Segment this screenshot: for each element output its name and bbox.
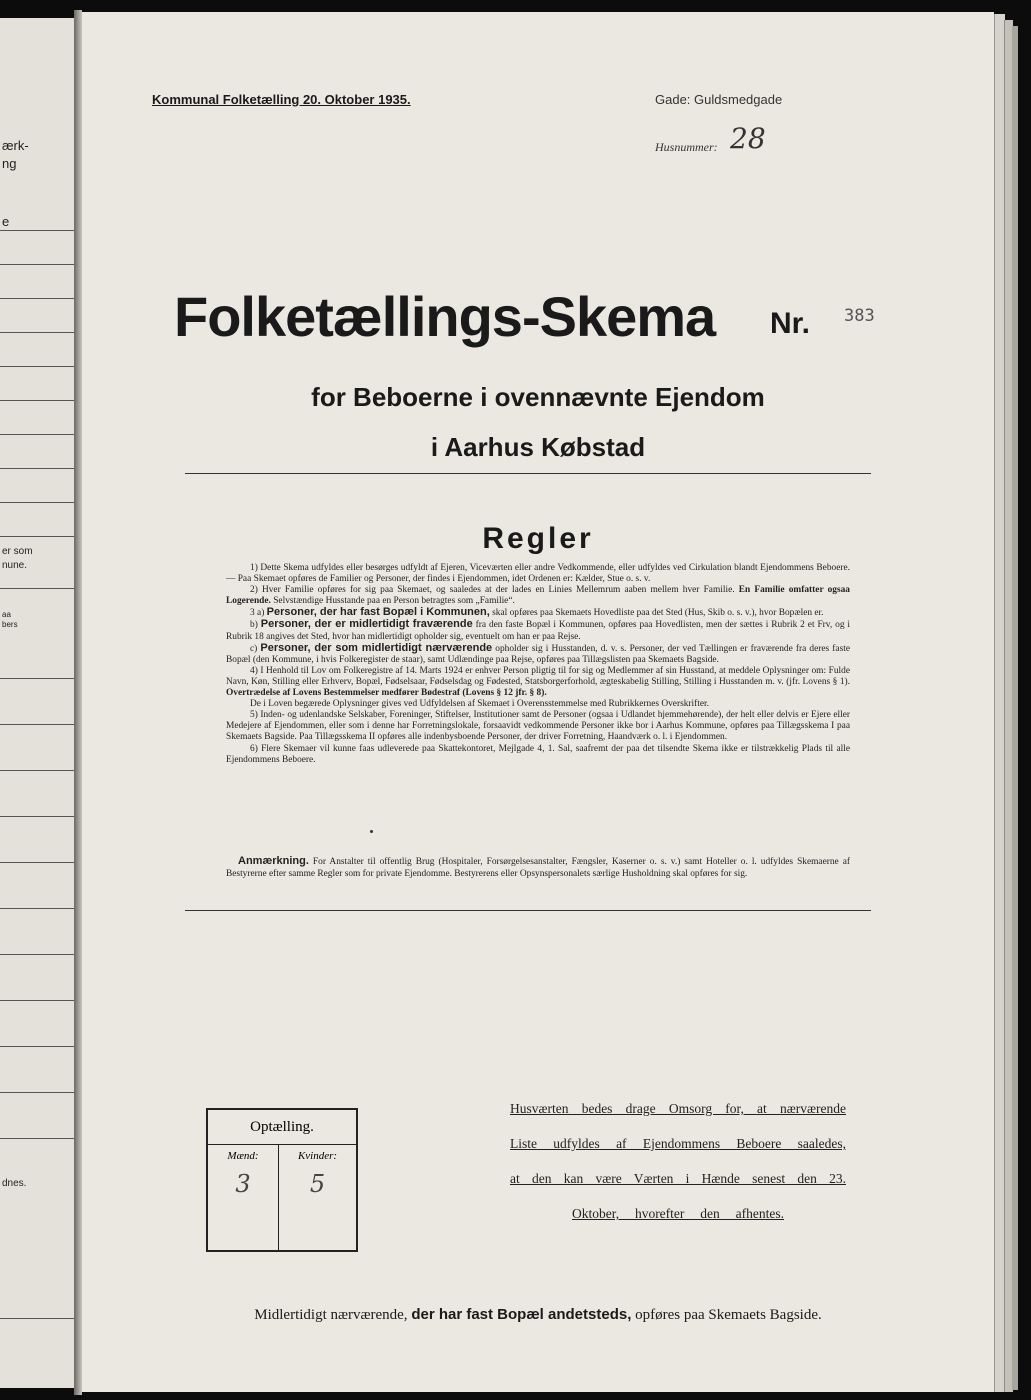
rule-2-bold: En Familie omfatter ogsaa Logerende.: [226, 585, 850, 607]
rule-4-cont: [226, 699, 850, 710]
left-page-rule: [0, 588, 74, 589]
rule-4-cont-text: De i Loven begærede Oplysninger gives ved Udfyldelsen af Skemaet i Overensstemmelse med Rubrikkernes Overskrifter.: [250, 699, 709, 710]
left-page-rule: [0, 954, 74, 955]
form-number-value: 383: [844, 306, 875, 326]
left-page-rule: [0, 1092, 74, 1093]
left-page-text: aa: [2, 610, 11, 619]
count-box-title: Optælling.: [208, 1110, 356, 1145]
left-page-text: ærk-: [2, 138, 29, 153]
rule-3b-number: b): [250, 620, 258, 631]
rule-3c-text: opholder sig i Husstanden, d. v. s. Personer, der ved Tællingen er fraværende fra deres faste Bopæl (den Kommune, i hvis Folkeregister de staar), samt Udlændinge paa Rejse, opføres paa Tillægslisten paa Skemaets Bagside.: [226, 643, 851, 665]
rule-3b-text: fra den faste Bopæl i Kommunen, opføres paa Hovedlisten, men der sættes i Rubrik 2 et Frv, og i Rubrik 18 angives det Sted, hvor han midlertidigt opholder sig, eventuelt om han er paa Rejse.: [226, 620, 851, 642]
rule-4-bold: Overtrædelse af Lovens Bestemmelser medfører Bødestraf (Lovens § 12 jfr. § 8).: [226, 688, 547, 699]
divider-line: [185, 910, 871, 911]
divider-line: [185, 473, 871, 474]
footer-part-2: der har fast Bopæl andetsteds,: [411, 1306, 632, 1323]
left-page-rule: [0, 908, 74, 909]
census-title: Kommunal Folketælling 20. Oktober 1935.: [152, 92, 411, 107]
left-page-text: er som: [2, 546, 33, 557]
form-number-label: Nr.: [770, 307, 811, 340]
rule-3a-heading: Personer, der har fast Bopæl i Kommunen,: [266, 606, 490, 619]
left-page-fragment: [0, 18, 76, 1388]
note-label: Anmærkning.: [238, 855, 309, 867]
left-page-text: e: [2, 214, 10, 229]
book-gutter: [74, 10, 82, 1395]
left-page-rule: [0, 1138, 74, 1139]
rule-3c-number: c): [250, 643, 258, 654]
left-page-rule: [0, 1318, 74, 1319]
rule-3c-heading: Personer, der som midlertidigt nærværende: [260, 641, 493, 654]
rule-6: [226, 744, 850, 766]
left-page-rule: [0, 678, 74, 679]
ink-dot: [370, 830, 373, 833]
rule-5: [226, 710, 850, 743]
rule-3b-heading: Personer, der er midlertidigt fraværende: [260, 618, 473, 631]
form-subtitle: for Beboerne i ovennævnte Ejendom: [311, 382, 765, 412]
rule-5-text: 5) Inden- og udenlandske Selskaber, Foreninger, Stiftelser, Institutioner samt de Personer (ogsaa i Udlandet hjemmehørende), der helt eller delvis er Ejere eller Medejere af Ejendommen, eller som i denne har Forretningslokale, forsaavidt vedkommende Personer ikke bor i Aarhus Kommune, opføres paa Tillægsskema I paa Skemaets Bagside. Paa Tillægsskema II opføres alle indenbysboende Personer, der driver Forretning, Haandværk o. l. i Ejendommen.: [226, 710, 850, 743]
house-number-label: Husnummer:: [655, 140, 718, 154]
footer-part-3: opføres paa Skemaets Bagside.: [635, 1307, 822, 1323]
landlord-notice-line: Husværten bedes drage Omsorg for, at nærværende: [510, 1101, 846, 1116]
women-count: 5: [309, 1170, 326, 1198]
left-page-rule: [0, 332, 74, 333]
rule-1: [226, 563, 850, 585]
left-page-rule: [0, 1046, 74, 1047]
page-edge: [1012, 26, 1018, 1390]
rule-1-text: 1) Dette Skema udfyldes eller besørges udfyldt af Ejeren, Viceværten eller andre Vedkommende, eller udfyldes ved Cirkulation blandt Ejendommens Beboere. — Paa Skemaet opføres de Familier og Personer, der findes i Ejendommen, idet Ordenen er: Kælder, Stue o. s. v.: [226, 563, 850, 585]
left-page-text: dnes.: [2, 1178, 27, 1189]
left-page-rule: [0, 434, 74, 435]
left-page-rule: [0, 502, 74, 503]
rule-3a-number: 3 a): [250, 608, 265, 619]
rule-6-text: 6) Flere Skemaer vil kunne faas udleverede paa Skattekontoret, Mejlgade 4, 1. Sal, saafremt der paa det tilsendte Skema ikke er tilstrækkelig Plads til alle Ejendommens Beboere.: [226, 743, 850, 765]
rule-3b: [226, 619, 850, 642]
rule-2-text: 2) Hver Familie opføres for sig paa Skemaet, og saaledes at der lades en Linies Mellemrum aaben mellem hver Familie.: [250, 585, 735, 596]
rule-2-text-end: Selvstændige Husstande paa en Person betragtes som „Familie“.: [273, 596, 515, 607]
left-page-text: ng: [2, 156, 17, 171]
rule-4: [226, 666, 850, 699]
rule-4-text: 4) I Henhold til Lov om Folkeregistre af 14. Marts 1924 er enhver Person pligtig til for sig og Medlemmer af sin Husstand, at meddele Oplysninger om: Fulde Navn, Køn, Stilling eller Erhverv, Bopæl, Fødselsaar, Fødselsdag og Fødested, Statsborgerforhold, ægteskabelig Stilling, Stilling i Husstanden m. v. (jfr. Lovens § 1).: [226, 665, 850, 687]
footer-part-1: Midlertidigt nærværende,: [254, 1307, 408, 1323]
left-page-rule: [0, 230, 74, 231]
note-text: [226, 856, 850, 880]
landlord-notice-line: Oktober, hvorefter den afhentes.: [572, 1206, 784, 1221]
note-body: For Anstalter til offentlig Brug (Hospitaler, Forsørgelsesanstalter, Fængsler, Kaserner o. s. v.) samt Hoteller o. l. udfyldes Skemaerne af Bestyrerne efter samme Regler som for private Ejendomme. Bestyrerens eller Opsynspersonalets særlige Husholdning skal opføres for sig.: [226, 857, 851, 879]
left-page-rule: [0, 1000, 74, 1001]
census-form-page: [82, 12, 994, 1392]
men-label: Mænd:: [227, 1150, 259, 1162]
form-title: Folketællings-Skema: [174, 285, 716, 348]
left-page-rule: [0, 264, 74, 265]
left-page-rule: [0, 770, 74, 771]
left-page-rule: [0, 536, 74, 537]
left-page-rule: [0, 724, 74, 725]
landlord-notice-line: Liste udfyldes af Ejendommens Beboere saaledes,: [510, 1136, 846, 1151]
left-page-rule: [0, 366, 74, 367]
rule-3a-text: skal opføres paa Skemaets Hovedliste paa det Sted (Hus, Skib o. s. v.), hvor Bopælen er.: [492, 608, 824, 619]
street-field: Gade: Guldsmedgade: [655, 92, 783, 107]
house-number-value: 28: [730, 122, 766, 155]
rule-2: [226, 585, 850, 607]
left-page-rule: [0, 298, 74, 299]
left-page-text: nune.: [2, 560, 28, 571]
rules-text: [226, 563, 850, 766]
left-page-text: bers: [2, 620, 18, 629]
left-page-rule: [0, 400, 74, 401]
rules-heading: Regler: [482, 522, 594, 555]
rule-3c: [226, 643, 850, 666]
footer-instruction: [82, 1306, 994, 1324]
left-page-rule: [0, 862, 74, 863]
left-page-rule: [0, 468, 74, 469]
women-label: Kvinder:: [297, 1150, 338, 1162]
left-page-rule: [0, 816, 74, 817]
count-box: [206, 1108, 358, 1252]
landlord-notice-line: at den kan være Værten i Hænde senest den 23.: [510, 1171, 846, 1186]
men-count: 3: [235, 1170, 251, 1198]
form-subtitle-city: i Aarhus Købstad: [430, 432, 646, 462]
